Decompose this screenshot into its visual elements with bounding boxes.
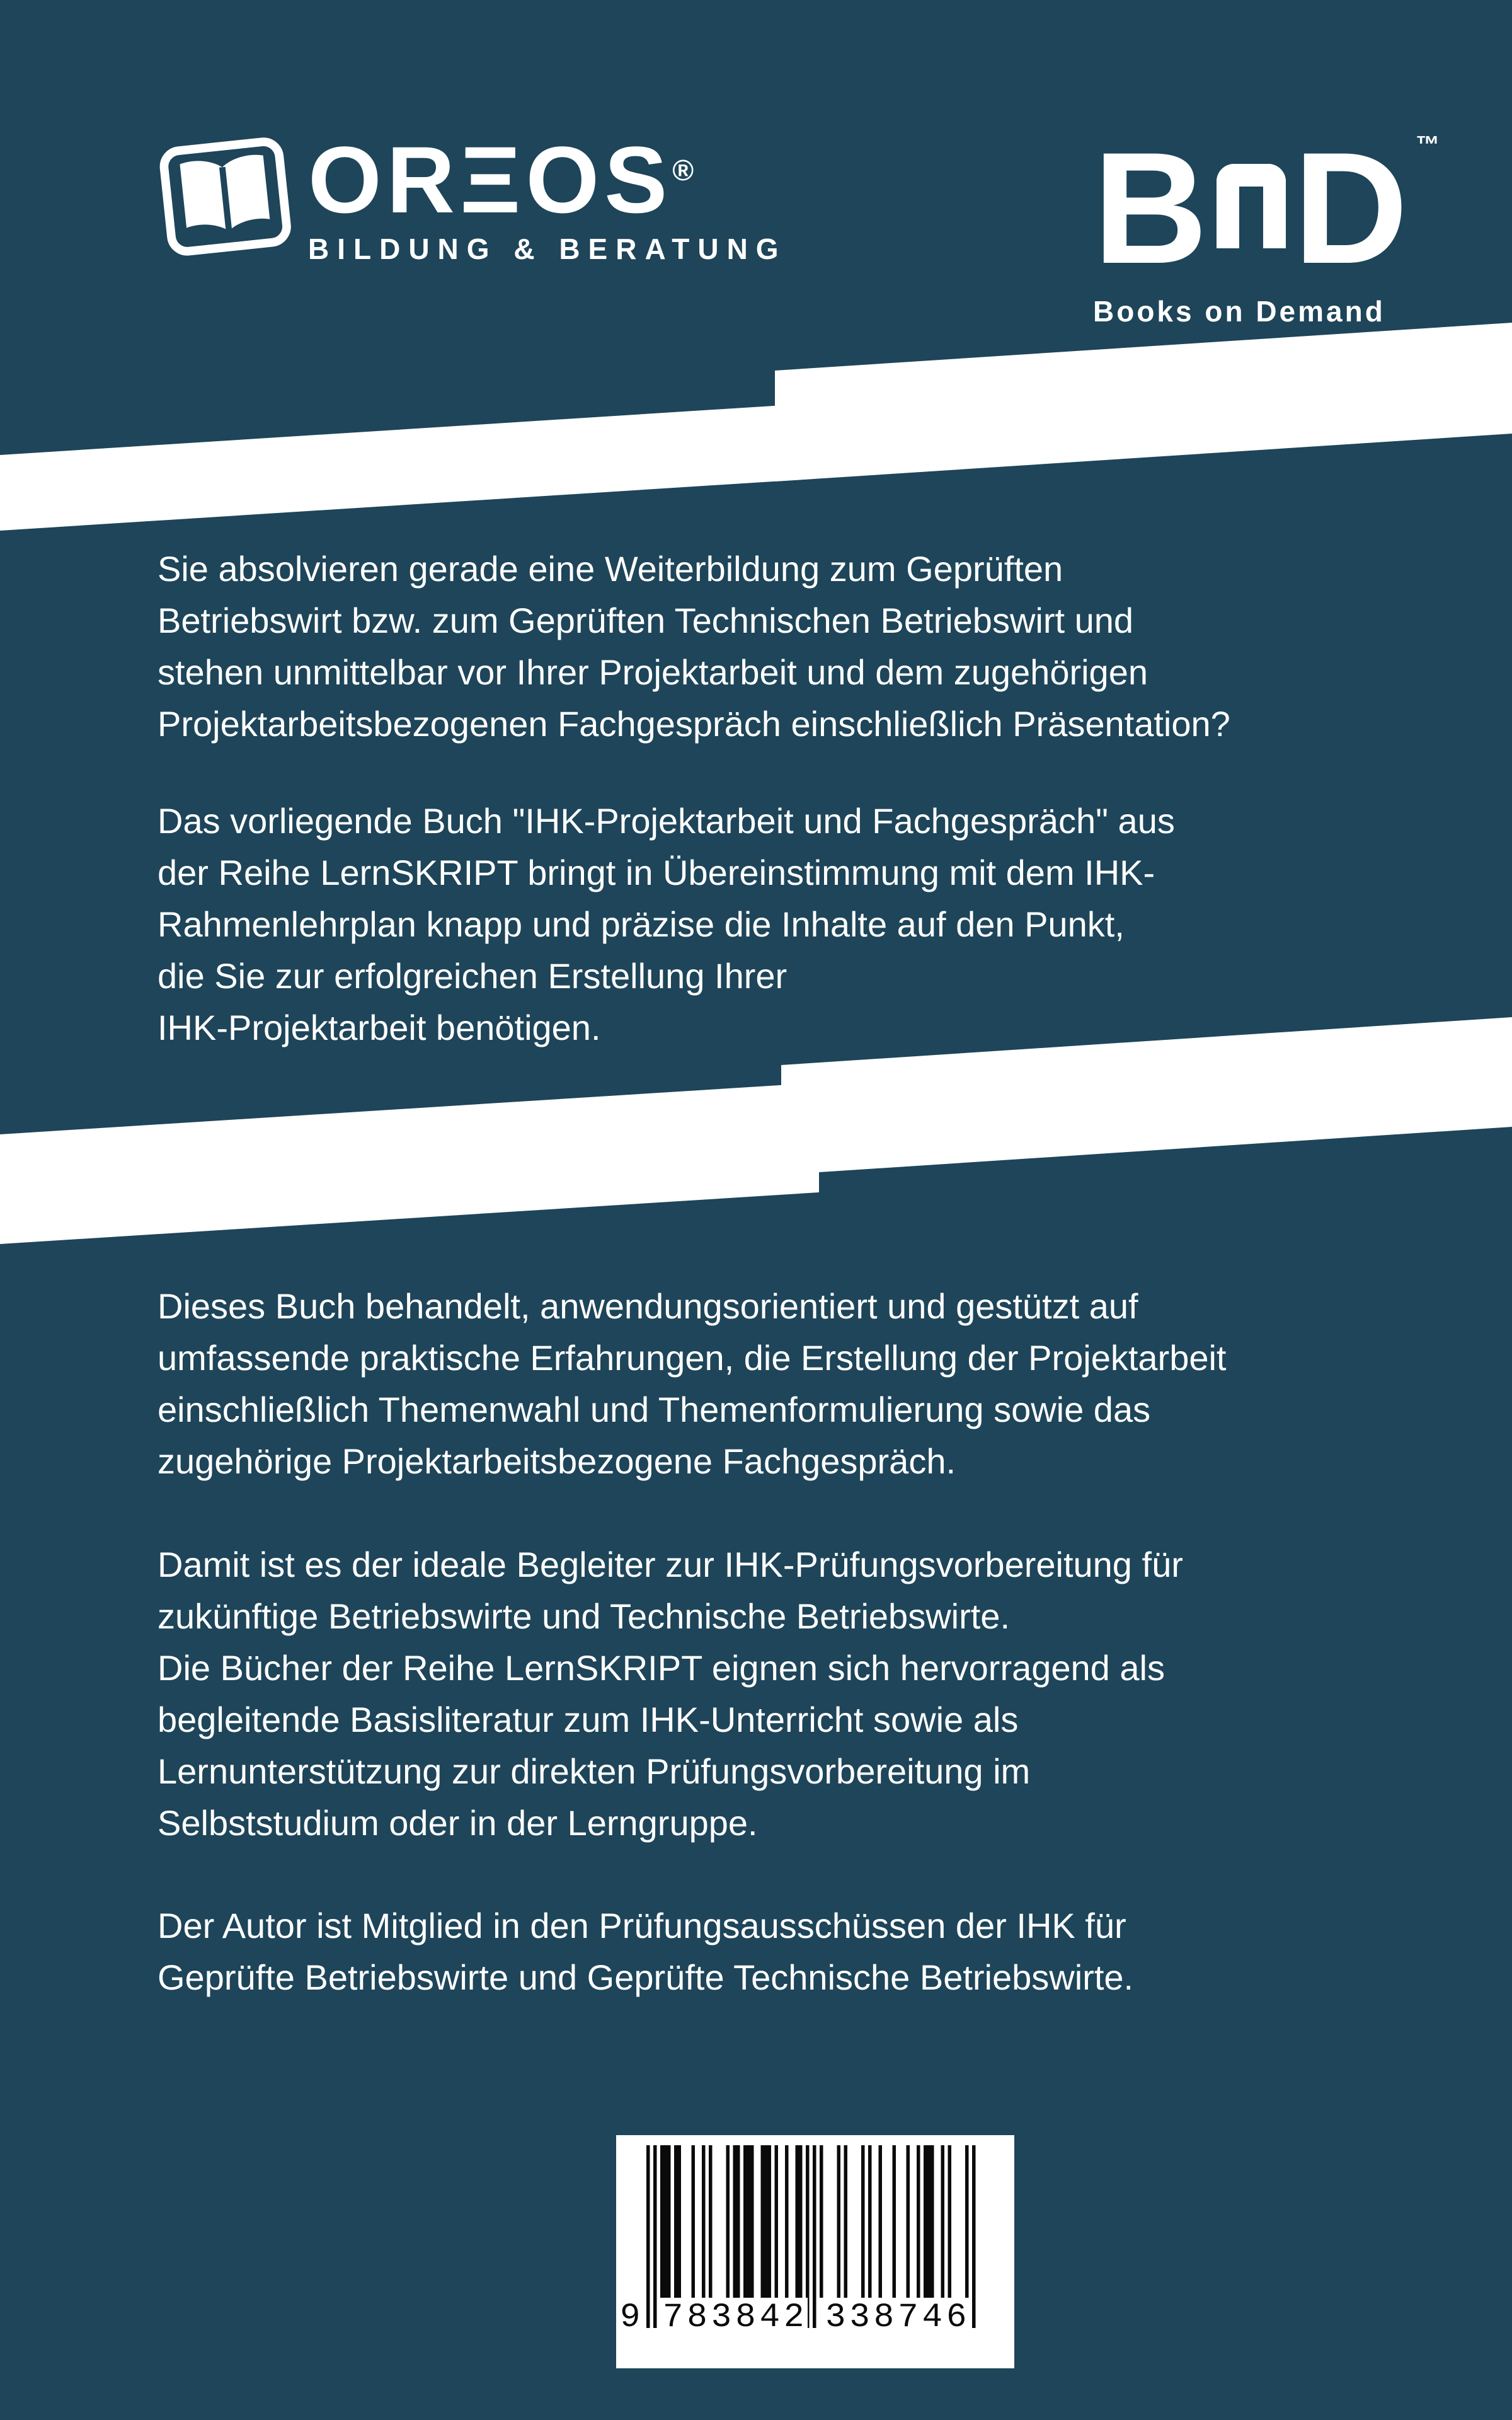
paragraph-1	[158, 543, 1449, 750]
text-line: Dieses Buch behandelt, anwendungsorientiert und gestützt auf	[158, 1286, 1138, 1326]
text-line: Der Autor ist Mitglied in den Prüfungsausschüssen der IHK für	[158, 1906, 1126, 1945]
stripe-bottom-left-segment	[0, 1083, 819, 1244]
isbn-digit-group-1: 9	[620, 2298, 644, 2337]
paragraph-4	[158, 1539, 1449, 1849]
text-line: Damit ist es der ideale Begleiter zur IHK-Prüfungsvorbereitung für	[158, 1545, 1183, 1584]
oreos-logo	[158, 127, 787, 266]
oreos-wordmark	[308, 127, 787, 233]
oreos-text-block	[308, 127, 787, 266]
registered-mark: ®	[672, 154, 694, 187]
isbn-digit-group-2: 783842	[663, 2298, 808, 2337]
text-line: stehen unmittelbar vor Ihrer Projektarbeit und dem zugehörigen	[158, 652, 1148, 692]
text-line: Projektarbeitsbezogenen Fachgespräch einschließlich Präsentation?	[158, 704, 1230, 744]
oreos-wordmark-text: ORΞOS	[308, 127, 673, 233]
paragraph-3	[158, 1281, 1449, 1487]
oreos-tagline: BILDUNG & BERATUNG	[308, 233, 787, 265]
text-line: umfassende praktische Erfahrungen, die Erstellung der Projektarbeit	[158, 1338, 1227, 1378]
text-line: die Sie zur erfolgreichen Erstellung Ihrer	[158, 956, 788, 996]
text-line: Geprüfte Betriebswirte und Geprüfte Technische Betriebswirte.	[158, 1957, 1134, 1997]
text-line: Selbststudium oder in der Lerngruppe.	[158, 1803, 758, 1843]
paragraph-5	[158, 1900, 1449, 2003]
bod-tagline: Books on Demand	[1093, 295, 1385, 328]
bod-letter-d: D	[1293, 120, 1409, 297]
trademark-mark: ™	[1416, 132, 1440, 158]
bod-logo	[1093, 120, 1440, 328]
barcode	[616, 2135, 1014, 2368]
text-line: zugehörige Projektarbeitsbezogene Fachgespräch.	[158, 1441, 956, 1481]
text-line: Rahmenlehrplan knapp und präzise die Inhalte auf den Punkt,	[158, 904, 1125, 944]
text-line: Betriebswirt bzw. zum Geprüften Technischen Betriebswirt und	[158, 601, 1134, 640]
text-line: einschließlich Themenwahl und Themenformulierung sowie das	[158, 1390, 1151, 1429]
open-book-icon	[158, 132, 293, 258]
text-line: begleitende Basisliteratur zum IHK-Unterricht sowie als	[158, 1700, 1019, 1739]
stripe-top-right-segment	[775, 323, 1512, 481]
text-line: zukünftige Betriebswirte und Technische Betriebswirte.	[158, 1596, 1010, 1636]
stripe-top-left-segment	[0, 403, 813, 531]
bod-open-o-icon	[1217, 164, 1286, 248]
text-line: Die Bücher der Reihe LernSKRIPT eignen sich hervorragend als	[158, 1648, 1165, 1688]
text-line: Lernunterstützung zur direkten Prüfungsvorbereitung im	[158, 1751, 1031, 1791]
isbn-digit-group-3: 338746	[825, 2298, 971, 2337]
bod-letter-b: B	[1093, 120, 1209, 297]
text-line: Sie absolvieren gerade eine Weiterbildung zum Geprüften	[158, 549, 1063, 589]
paragraph-2	[158, 795, 1449, 1054]
bod-wordmark	[1093, 120, 1440, 297]
text-line: Das vorliegende Buch "IHK-Projektarbeit und Fachgespräch" aus	[158, 801, 1175, 841]
text-line: IHK-Projektarbeit benötigen.	[158, 1008, 601, 1047]
text-line: der Reihe LernSKRIPT bringt in Übereinstimmung mit dem IHK-	[158, 853, 1155, 892]
